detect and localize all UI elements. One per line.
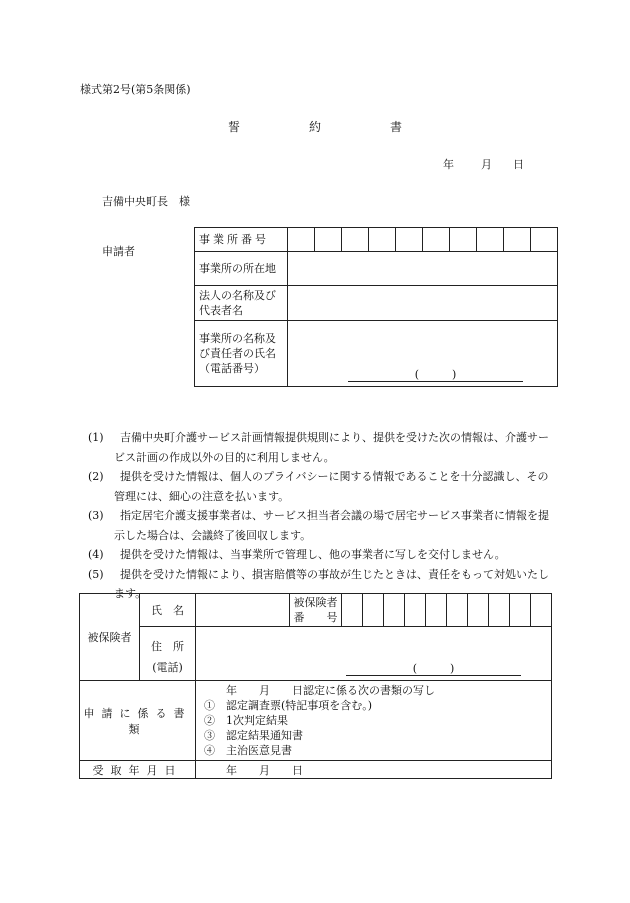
business-number-box[interactable] bbox=[396, 228, 423, 252]
doc-item: ① 認定調査票(特記事項を含む。) bbox=[204, 699, 373, 712]
insured-number-label: 被保険者 番 号 bbox=[290, 594, 342, 627]
responsible-label: 事業所の名称及び責任者の氏名 （電話番号） bbox=[195, 321, 288, 387]
location-field[interactable] bbox=[288, 252, 558, 286]
pledge-item bbox=[88, 545, 550, 565]
insured-number-box[interactable] bbox=[510, 594, 531, 627]
date-month-label: 月 bbox=[481, 158, 492, 171]
doc-item: ③ 認定結果通知書 bbox=[204, 729, 303, 742]
insured-number-box[interactable] bbox=[447, 594, 468, 627]
insured-label: 被保険者 bbox=[80, 594, 140, 681]
business-number-box[interactable] bbox=[531, 228, 558, 252]
pledge-number: (3) bbox=[88, 509, 104, 522]
business-number-box[interactable] bbox=[423, 228, 450, 252]
addressee: 吉備中央町長 様 bbox=[102, 195, 190, 208]
pledge-number: (1) bbox=[88, 431, 104, 444]
received-date-field[interactable]: 年 月 日 bbox=[196, 761, 552, 779]
applicant-table bbox=[194, 227, 558, 387]
insured-number-box[interactable] bbox=[426, 594, 447, 627]
pledge-number: (2) bbox=[88, 470, 104, 483]
business-number-box[interactable] bbox=[450, 228, 477, 252]
title-char-1: 誓 bbox=[228, 120, 241, 134]
doc-item: ② 1次判定結果 bbox=[204, 714, 288, 727]
date-year-label: 年 bbox=[443, 158, 454, 171]
pledge-list bbox=[88, 428, 550, 604]
business-number-box[interactable] bbox=[288, 228, 315, 252]
pledge-item bbox=[88, 467, 550, 506]
phone-number-label: （電話番号） bbox=[199, 362, 265, 375]
business-number-box[interactable] bbox=[315, 228, 342, 252]
insured-number-box[interactable] bbox=[363, 594, 384, 627]
pledge-text: 指定居宅介護支援事業者は、サービス担当者会議の場で居宅サービス事業者に情報を提示した場合は、会議終了後回収します。 bbox=[114, 509, 549, 542]
title-char-2: 約 bbox=[309, 120, 322, 134]
representative-field[interactable] bbox=[288, 286, 558, 321]
business-number-label: 事業所番号 bbox=[195, 228, 288, 252]
form-number: 様式第2号(第5条関係) bbox=[80, 83, 191, 96]
insured-number-box[interactable] bbox=[342, 594, 363, 627]
pledge-item bbox=[88, 428, 550, 467]
application-docs bbox=[196, 681, 552, 761]
received-date-label: 受取年月日 bbox=[80, 761, 196, 779]
business-number-box[interactable] bbox=[477, 228, 504, 252]
insured-address-field[interactable] bbox=[196, 627, 552, 681]
date-day-label: 日 bbox=[513, 158, 524, 171]
responsible-field[interactable] bbox=[288, 321, 558, 387]
insured-number-box[interactable] bbox=[489, 594, 510, 627]
insured-number-box[interactable] bbox=[468, 594, 489, 627]
insured-phone-line: ( ) bbox=[346, 662, 521, 676]
application-docs-label: 申請に係る書類 bbox=[80, 681, 196, 761]
pledge-number: (5) bbox=[88, 567, 104, 581]
phone-number-line: ( ) bbox=[348, 368, 523, 382]
insured-name-field[interactable] bbox=[196, 594, 290, 627]
business-number-box[interactable] bbox=[504, 228, 531, 252]
pledge-number: (4) bbox=[88, 548, 104, 561]
title-char-3: 書 bbox=[390, 120, 403, 134]
insured-address-label: 住 所 bbox=[140, 627, 196, 654]
insured-name-label: 氏 名 bbox=[140, 594, 196, 627]
business-number-box[interactable] bbox=[369, 228, 396, 252]
pledge-text: 吉備中央町介護サービス計画情報提供規則により、提供を受けた次の情報は、介護サービス計画の作成以外の目的に利用しません。 bbox=[114, 431, 549, 464]
pledge-text: 提供を受けた情報により、損害賠償等の事故が生じたときは、責任をもって対処いたします。 bbox=[114, 567, 549, 600]
doc-item: ④ 主治医意見書 bbox=[204, 744, 292, 757]
applicant-label: 申請者 bbox=[102, 245, 135, 258]
insured-number-box[interactable] bbox=[384, 594, 405, 627]
location-label: 事業所の所在地 bbox=[195, 252, 288, 286]
insured-phone-label: (電話) bbox=[140, 654, 196, 681]
docs-heading: 年 月 日認定に係る次の書類の写し bbox=[226, 684, 435, 697]
pledge-text: 提供を受けた情報は、当事業所で管理し、他の事業者に写しを交付しません。 bbox=[120, 548, 506, 561]
representative-label: 法人の名称及び代表者名 bbox=[195, 286, 288, 321]
insured-number-box[interactable] bbox=[405, 594, 426, 627]
insured-table bbox=[79, 593, 552, 779]
pledge-text: 提供を受けた情報は、個人のプライバシーに関する情報であることを十分認識し、その管理には、細心の注意を払います。 bbox=[114, 470, 549, 503]
business-number-box[interactable] bbox=[342, 228, 369, 252]
pledge-item bbox=[88, 506, 550, 545]
insured-number-box[interactable] bbox=[531, 594, 552, 627]
